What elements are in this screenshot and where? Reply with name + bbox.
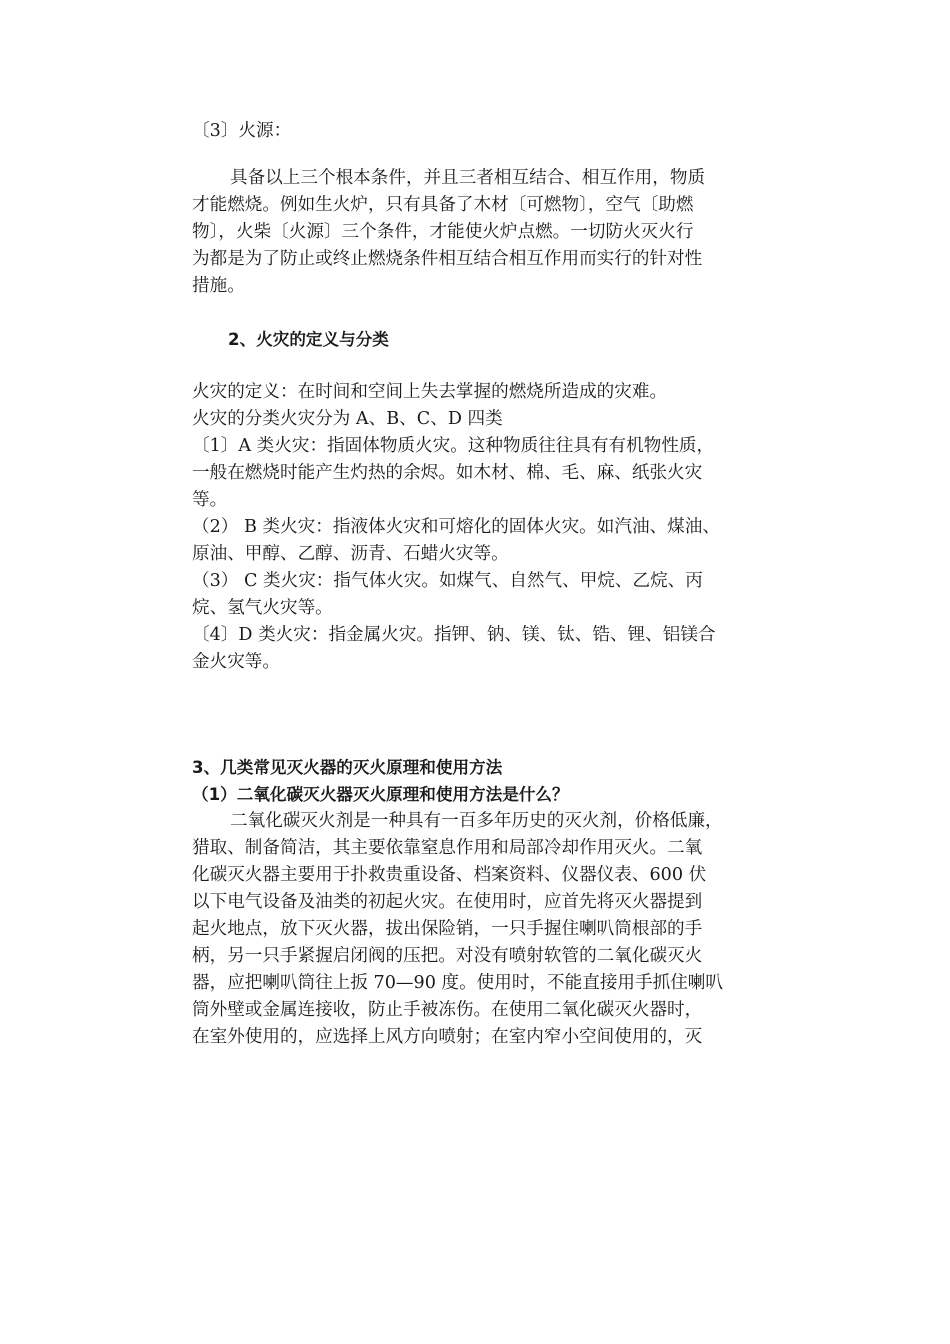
class-a-line: 〔1〕A 类火灾：指固体物质火灾。这种物质往往具有有机物性质， xyxy=(192,436,715,456)
section-3-title: 3、几类常见灭火器的灭火原理和使用方法 xyxy=(192,758,503,777)
paragraph-line: 化碳灭火器主要用于扑救贵重设备、档案资料、仪器仪表、600 伏 xyxy=(192,865,707,885)
class-d-line: 〔4〕D 类火灾：指金属火灾。指钾、钠、镁、钛、锆、锂、铝镁合 xyxy=(192,625,716,645)
document-page xyxy=(192,118,752,1051)
paragraph-line: 具备以上三个根本条件，并且三者相互结合、相互作用，物质 xyxy=(230,168,706,188)
paragraph-line: 柄，另一只手紧握启闭阀的压把。对没有喷射软管的二氧化碳灭火 xyxy=(192,946,703,966)
class-c-line: （3） C 类火灾：指气体火灾。如煤气、自然气、甲烷、乙烷、丙 xyxy=(192,571,703,591)
paragraph-line: 猎取、制备简洁，其主要依靠窒息作用和局部冷却作用灭火。二氧 xyxy=(192,838,703,858)
paragraph-line: 二氧化碳灭火剂是一种具有一百多年历史的灭火剂，价格低廉， xyxy=(230,811,723,831)
class-c-line: 烷、氢气火灾等。 xyxy=(192,598,333,618)
class-b-line: （2） B 类火灾：指液体火灾和可熔化的固体火灾。如汽油、煤油、 xyxy=(192,517,720,537)
paragraph-line: 物〕，火柴〔火源〕三个条件，才能使火炉点燃。一切防火灭火行 xyxy=(192,222,694,242)
class-d-line: 金火灾等。 xyxy=(192,652,280,672)
section-2-title: 2、火灾的定义与分类 xyxy=(228,330,389,349)
paragraph-line: 为都是为了防止或终止燃烧条件相互结合相互作用而实行的针对性 xyxy=(192,249,703,269)
section-3-subtitle: （1）二氧化碳灭火器灭火原理和使用方法是什么？ xyxy=(192,785,569,804)
paragraph-line: 才能燃烧。例如生火炉，只有具备了木材〔可燃物〕，空气〔助燃 xyxy=(192,195,694,215)
paragraph-line: 筒外壁或金属连接收，防止手被冻伤。在使用二氧化碳灭火器时， xyxy=(192,1000,703,1020)
paragraph-line: 器，应把喇叭筒往上扳 70—90 度。使用时，不能直接用手抓住喇叭 xyxy=(192,973,723,993)
fire-definition-line: 火灾的定义：在时间和空间上失去掌握的燃烧所造成的灾难。 xyxy=(192,382,668,402)
class-a-line: 一般在燃烧时能产生灼热的余烬。如木材、棉、毛、麻、纸张火灾 xyxy=(192,463,703,483)
class-a-line: 等。 xyxy=(192,490,228,510)
class-b-line: 原油、甲醇、乙醇、沥青、石蜡火灾等。 xyxy=(192,544,509,564)
paragraph-line: 以下电气设备及油类的初起火灾。在使用时，应首先将灭火器提到 xyxy=(192,892,703,912)
fire-classification-line: 火灾的分类火灾分为 A、B、C、D 四类 xyxy=(192,409,503,429)
paragraph-line: 起火地点，放下灭火器，拔出保险销，一只手握住喇叭筒根部的手 xyxy=(192,919,703,939)
fire-source-heading: 〔3〕火源： xyxy=(192,121,292,141)
paragraph-line: 在室外使用的，应选择上风方向喷射；在室内窄小空间使用的，灭 xyxy=(192,1027,703,1047)
paragraph-line: 措施。 xyxy=(192,276,245,296)
